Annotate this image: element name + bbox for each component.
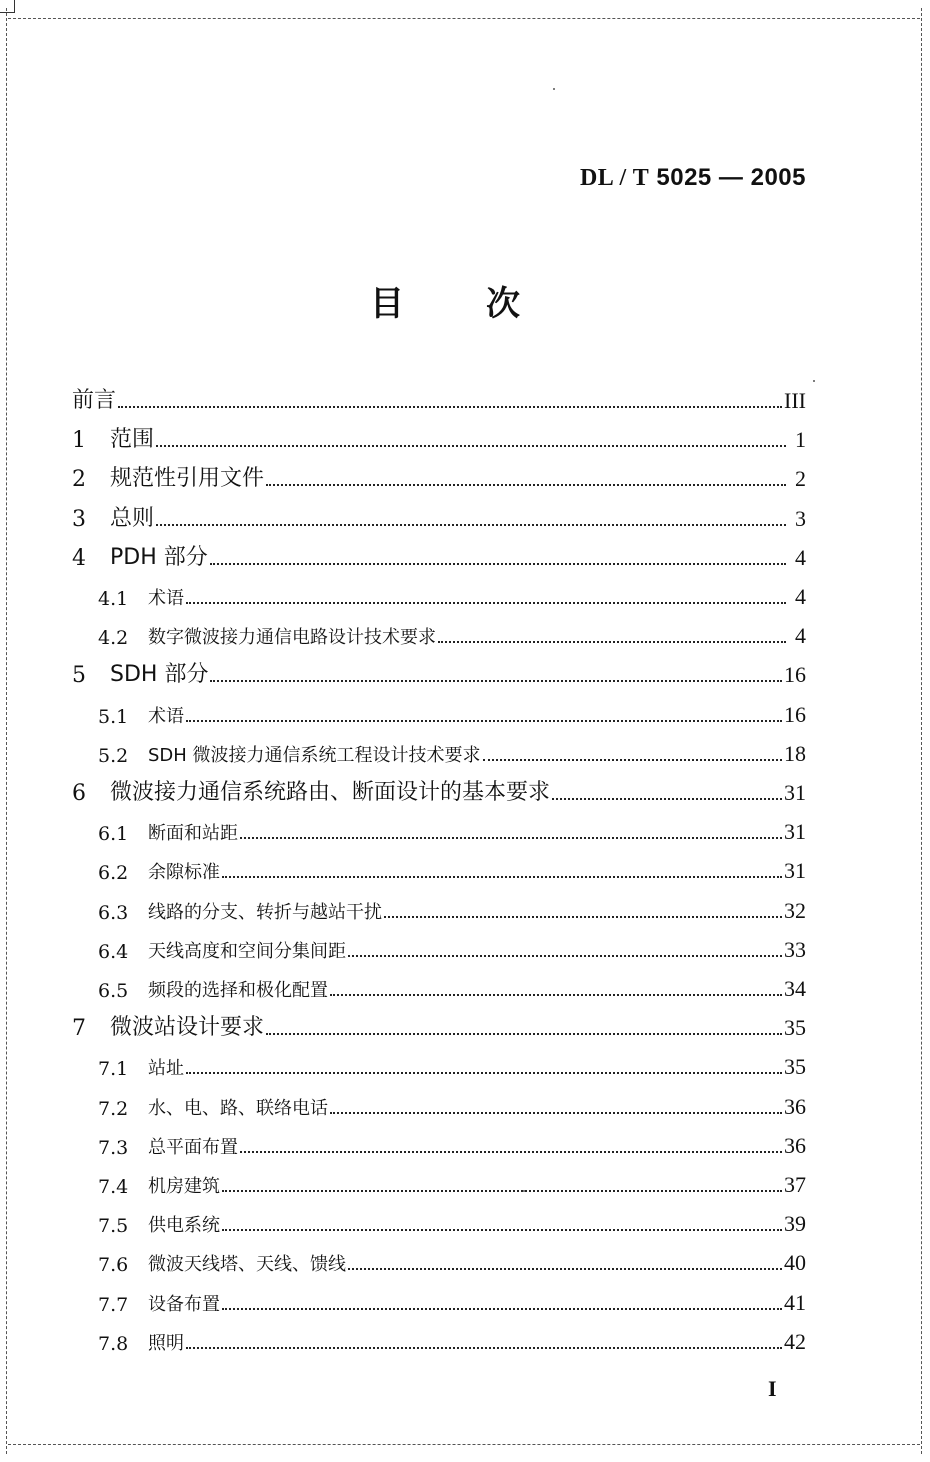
toc-entry-label: 微波接力通信系统路由、断面设计的基本要求 [110,780,551,805]
toc-dot-leader [210,563,786,565]
toc-title-right: 次 [486,284,520,324]
toc-entry-page: 31 [784,858,806,884]
toc-dot-leader [552,798,782,800]
toc-entry-page: III [784,388,806,413]
toc-entry-page: 37 [784,1172,806,1197]
toc-entry-label: 断面和站距 [148,823,238,845]
toc-entry-page: 40 [784,1250,806,1276]
toc-entry-number: 7.8 [98,1332,129,1355]
toc-entry-number: 7.3 [98,1136,129,1159]
toc-entry-number: 2 [72,467,86,493]
toc-entry-page: 33 [784,936,806,962]
toc-entry-number: 6.1 [98,823,129,846]
toc-entry[interactable] [72,652,806,688]
toc-dot-leader [222,1190,782,1192]
toc-entry-label: 线路的分支、转折与越站干扰 [148,901,382,923]
toc-entry-number: 6 [72,781,86,806]
toc-entry-page: 2 [795,466,806,492]
toc-entry-label: 范围 [110,427,155,453]
toc-entry-label: 水、电、路、联络电话 [148,1097,328,1119]
toc-entry-number: 4.1 [98,588,129,610]
toc-dot-leader [348,955,782,957]
toc-dot-leader [156,445,786,447]
toc-entry-label: PDH 部分 [110,544,208,570]
page-number: I [768,1376,777,1401]
toc-dot-leader [266,1033,782,1035]
toc-entry-page: 16 [784,662,806,688]
toc-entry-number: 7.6 [98,1254,129,1277]
toc-entry[interactable] [72,535,806,571]
toc-entry-number: 7.4 [98,1176,129,1198]
toc-entry-page: 16 [784,701,806,727]
toc-entry-label: 余隙标准 [148,862,220,884]
toc-entry-number: 7.5 [98,1215,129,1238]
toc-entry-number: 4 [72,545,86,571]
toc-entry[interactable] [72,848,806,884]
toc-entry-number: 1 [72,428,86,454]
toc-entry[interactable] [72,456,806,492]
toc-dot-leader [240,837,782,839]
toc-entry-number: 7.7 [98,1293,129,1316]
toc-dot-leader [266,484,786,486]
toc-entry-number: 5 [72,663,86,689]
toc-dot-leader [186,720,782,722]
toc-entry-page: 3 [795,505,806,531]
toc-entry-page: 31 [784,819,806,845]
toc-entry[interactable] [72,1240,806,1276]
toc-entry-label: 机房建筑 [148,1176,220,1197]
page-border-right [921,8,922,1454]
toc-entry-page: 32 [784,897,806,923]
toc-entry-label: 频段的选择和极化配置 [148,980,328,1001]
toc-entry-label: 术语 [148,588,184,609]
toc-entry-number: 3 [72,506,86,532]
toc-entry-label: 微波站设计要求 [110,1015,265,1041]
toc-entry-page: 39 [784,1211,806,1237]
toc-entry[interactable] [72,574,806,610]
toc-entry[interactable] [72,770,806,806]
toc-dot-leader [483,759,782,761]
toc-entry-label: 总则 [110,505,155,531]
toc-entry-number: 6.5 [98,980,129,1002]
toc-entry-number: 7 [72,1016,86,1042]
toc-entry-page: 4 [795,544,806,570]
toc-entry-label: 供电系统 [148,1215,220,1237]
scan-speck [813,380,815,382]
toc-entry-number: 5.1 [98,705,129,728]
toc-dot-leader [348,1268,782,1270]
toc-entry-label: 术语 [148,705,184,727]
toc-entry[interactable] [72,692,806,728]
toc-dot-leader [186,602,786,604]
toc-entry-page: 18 [784,740,806,766]
toc-entry-label: 数字微波接力通信电路设计技术要求 [148,627,436,649]
toc-entry-number: 6.4 [98,940,129,963]
toc-entry[interactable] [72,809,806,845]
toc-entry-page: 41 [784,1289,806,1315]
toc-dot-leader [438,641,786,643]
toc-entry-page: 42 [784,1328,806,1354]
toc-dot-leader [384,916,782,918]
toc-entry[interactable] [72,731,806,767]
toc-entry[interactable] [72,1319,806,1355]
toc-title-left: 目 [370,284,404,324]
toc-entry-number: 6.2 [98,862,129,885]
toc-dot-leader [156,524,786,526]
toc-entry-label: 总平面布置 [148,1136,238,1158]
toc-entry-label: 照明 [148,1332,184,1354]
toc-entry-label: 天线高度和空间分集间距 [148,940,346,962]
toc-entry[interactable] [72,966,806,1002]
toc-dot-leader [118,406,782,408]
toc-dot-leader [210,680,782,682]
toc-entry[interactable] [72,417,806,453]
toc-entry[interactable] [72,927,806,963]
crop-mark [0,0,15,13]
page-border-top [8,18,920,19]
toc-entry[interactable] [72,1280,806,1316]
toc-entry-page: 4 [795,623,806,649]
toc-entry-label: 设备布置 [148,1293,220,1315]
toc-entry-page: 35 [784,1015,806,1041]
toc-dot-leader [222,876,782,878]
toc-entry-page: 4 [795,584,806,609]
toc-entry-page: 36 [784,1093,806,1119]
toc-dot-leader [330,994,782,996]
toc-dot-leader [240,1151,782,1153]
toc-entry-number: 7.2 [98,1097,129,1120]
toc-entry-page: 31 [784,780,806,805]
toc-entry[interactable] [72,1044,806,1080]
toc-entry[interactable] [72,1123,806,1159]
page-border-left [6,8,7,1454]
toc-entry-label: 规范性引用文件 [110,466,265,492]
page-border-bottom [8,1444,920,1445]
toc-entry-label: SDH 部分 [110,662,209,688]
toc-entry-number: 4.2 [98,627,129,650]
toc-entry-page: 36 [784,1132,806,1158]
document-code-prefix: DL / T [579,165,650,191]
toc-entry[interactable] [72,1005,806,1041]
toc-entry-page: 1 [795,427,806,453]
toc-entry[interactable] [72,1162,806,1198]
toc-dot-leader [222,1308,782,1310]
toc-entry-label: 前言 [72,388,117,413]
toc-entry-number: 7.1 [98,1058,129,1081]
toc-title [370,276,520,325]
toc-entry-page: 34 [784,976,806,1001]
toc-entry[interactable] [72,613,806,649]
toc-entry[interactable] [72,496,806,532]
toc-dot-leader [186,1347,782,1349]
toc-dot-leader [186,1072,782,1074]
toc-entry-label: 微波天线塔、天线、馈线 [148,1254,346,1276]
toc-entry[interactable] [72,1201,806,1237]
toc-entry-number: 5.2 [98,744,129,767]
document-code-number: 5025 — 2005 [656,164,806,191]
toc-entry-label: 站址 [148,1058,184,1080]
document-code [580,164,806,192]
toc-entry[interactable] [72,378,806,414]
toc-dot-leader [222,1229,782,1231]
toc-dot-leader [330,1112,782,1114]
toc-entry[interactable] [72,888,806,924]
toc-entry-number: 6.3 [98,901,129,924]
toc-entry[interactable] [72,1084,806,1120]
toc-entry-page: 35 [784,1054,806,1080]
scan-speck [553,88,555,90]
toc-entry-label: SDH 微波接力通信系统工程设计技术要求 [148,744,481,766]
